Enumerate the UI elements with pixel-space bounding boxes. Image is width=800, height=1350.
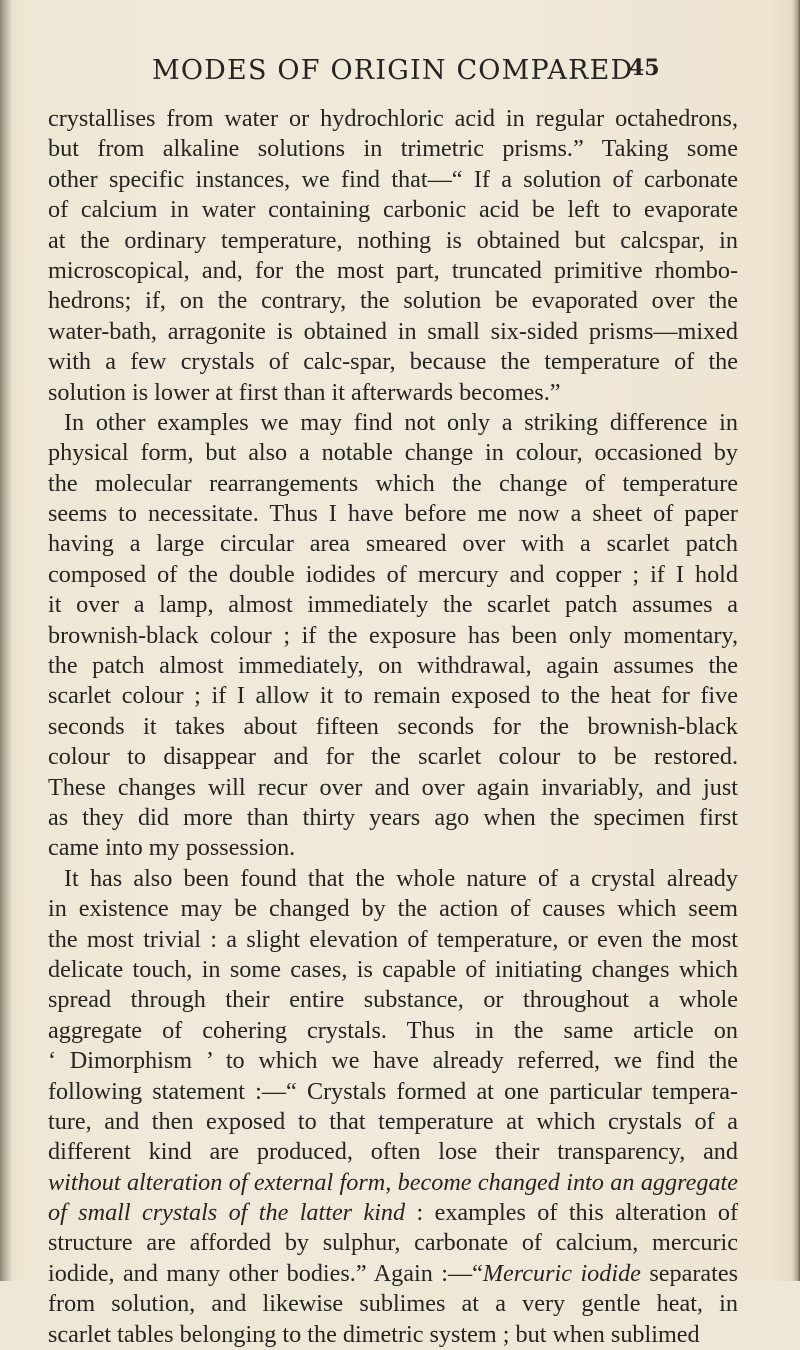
text-line (48, 833, 738, 863)
text-line (48, 499, 738, 529)
text-line (48, 621, 738, 651)
text-segment: at the ordinary temperature, nothing is obtained but calcspar, in (48, 226, 738, 254)
text-segment: with a few crystals of calc-spar, because the temperature of the (48, 348, 738, 376)
text-line (48, 529, 738, 559)
text-segment: the most trivial : a slight elevation of temperature, or even the most (48, 925, 738, 953)
text-segment: ture, and then exposed to that temperature at which crystals of a (48, 1107, 738, 1135)
text-segment: structure are afforded by sulphur, carbonate of calcium, mercuric (48, 1229, 738, 1257)
text-line (48, 378, 738, 408)
text-segment: brownish-black colour ; if the exposure has been only momentary, (48, 621, 738, 649)
text-line (48, 894, 738, 924)
text-line (48, 438, 738, 468)
text-segment: different kind are produced, often lose their transparency, and (48, 1138, 738, 1166)
page-gutter-shadow (0, 0, 12, 1281)
text-line (48, 955, 738, 985)
text-segment: in existence may be changed by the action of causes which seem (48, 895, 738, 923)
text-segment: These changes will recur over and over again invariably, and just (48, 773, 738, 801)
text-line (48, 226, 738, 256)
text-line (48, 165, 738, 195)
text-line (48, 1198, 738, 1228)
text-line (48, 712, 738, 742)
text-line (48, 1228, 738, 1258)
text-segment: following statement :—“ Crystals formed at one particular tempera- (48, 1077, 738, 1105)
text-line (48, 1168, 738, 1198)
text-segment: solution is lower at first than it afterwards becomes.” (48, 378, 561, 406)
text-line (48, 985, 738, 1015)
text-segment: other specific instances, we find that—“ If a solution of carbonate (48, 165, 738, 193)
text-segment: : examples of this alteration of (405, 1199, 738, 1227)
text-segment: composed of the double iodides of mercury and copper ; if I hold (48, 560, 738, 588)
text-segment: came into my possession. (48, 834, 296, 862)
text-line (48, 1107, 738, 1137)
text-line (48, 1016, 738, 1046)
text-line (48, 104, 738, 134)
text-line (48, 651, 738, 681)
text-segment: aggregate of cohering crystals. Thus in the same article on (48, 1016, 738, 1044)
text-segment: In other examples we may find not only a striking difference in (64, 408, 738, 436)
text-segment: physical form, but also a notable change in colour, occasioned by (48, 439, 738, 467)
text-segment: having a large circular area smeared over with a scarlet patch (48, 530, 738, 558)
text-segment: spread through their entire substance, or throughout a whole (48, 986, 738, 1014)
body-text (48, 104, 738, 1350)
text-line (48, 408, 738, 438)
text-line (48, 742, 738, 772)
text-line (48, 469, 738, 499)
italic-text: Mercuric iodide (482, 1259, 641, 1287)
text-line (48, 286, 738, 316)
text-line (48, 347, 738, 377)
text-segment: from solution, and likewise sublimes at a very gentle heat, in (48, 1290, 738, 1318)
text-segment: scarlet colour ; if I allow it to remain exposed to the heat for five (48, 682, 738, 710)
text-line (48, 681, 738, 711)
text-segment: microscopical, and, for the most part, truncated primitive rhombo- (48, 256, 738, 284)
text-segment: separates (640, 1259, 739, 1287)
text-segment: hedrons; if, on the contrary, the solution be evaporated over the (48, 287, 738, 315)
text-segment: as they did more than thirty years ago when the specimen first (48, 803, 738, 831)
text-segment: delicate touch, in some cases, is capable of initiating changes which (48, 955, 738, 983)
text-segment: seems to necessitate. Thus I have before me now a sheet of paper (48, 500, 738, 528)
text-segment: water-bath, arragonite is obtained in small six-sided prisms—mixed (48, 317, 738, 345)
text-line (48, 1137, 738, 1167)
text-segment: seconds it takes about fifteen seconds for the brownish-black (48, 712, 738, 740)
text-line (48, 1289, 738, 1319)
page-number: 45 (629, 55, 660, 81)
page-edge-shadow (792, 0, 800, 1281)
text-line (48, 864, 738, 894)
text-segment: without alteration of external form, become changed into an aggregate (48, 1168, 738, 1196)
text-line (48, 1259, 738, 1289)
text-segment: ‘ Dimorphism ’ to which we have already referred, we find the (48, 1047, 738, 1075)
text-segment: colour to disappear and for the scarlet colour to be restored. (48, 743, 738, 771)
text-segment: but from alkaline solutions in trimetric prisms.” Taking some (48, 135, 738, 163)
text-line (48, 256, 738, 286)
text-line (48, 1077, 738, 1107)
text-line (48, 590, 738, 620)
text-line (48, 134, 738, 164)
running-title: MODES OF ORIGIN COMPARED (152, 55, 634, 86)
text-segment: crystallises from water or hydrochloric acid in regular octahedrons, (48, 105, 738, 132)
text-line (48, 195, 738, 225)
text-line (48, 1046, 738, 1076)
italic-text: of small crystals of the latter kind (48, 1199, 406, 1227)
text-line (48, 925, 738, 955)
text-segment: it over a lamp, almost immediately the scarlet patch assumes a (48, 591, 738, 619)
text-line (48, 773, 738, 803)
text-segment: scarlet tables belonging to the dimetric system ; but when sublimed (48, 1320, 700, 1348)
text-segment: of calcium in water containing carbonic acid be left to evaporate (48, 196, 738, 224)
text-line (48, 1320, 738, 1350)
text-segment: the patch almost immediately, on withdrawal, again assumes the (48, 652, 738, 680)
text-line (48, 317, 738, 347)
text-line (48, 560, 738, 590)
text-segment: It has also been found that the whole nature of a crystal already (64, 864, 738, 892)
page-header (152, 55, 672, 95)
text-line (48, 803, 738, 833)
text-segment: the molecular rearrangements which the change of temperature (48, 469, 738, 497)
text-segment: iodide, and many other bodies.” Again :—“ (48, 1259, 483, 1287)
